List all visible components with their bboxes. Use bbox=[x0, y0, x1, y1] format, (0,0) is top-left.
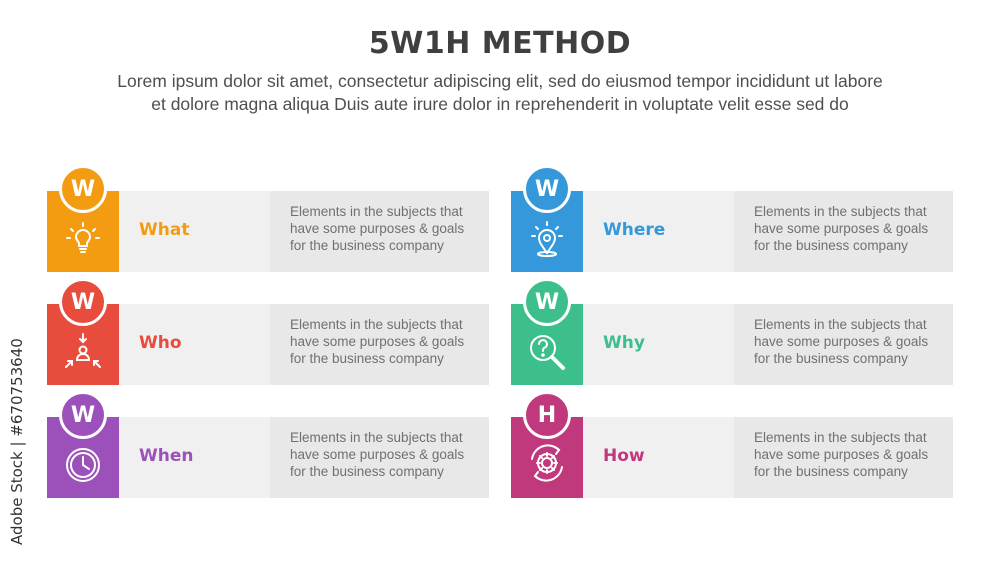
lightbulb-icon bbox=[61, 215, 105, 259]
stock-watermark: Adobe Stock | #670753640 bbox=[8, 338, 26, 545]
desc-line: Elements in the subjects that bbox=[290, 317, 463, 332]
desc-line: have some purposes & goals bbox=[754, 221, 929, 236]
subtitle-line-2: et dolore magna aliqua Duis aute irure dolor in reprehenderit in voluptate velit esse sed do bbox=[151, 94, 849, 114]
question-magnifier-icon bbox=[525, 328, 569, 372]
card-what bbox=[47, 176, 489, 272]
clock-icon bbox=[61, 441, 105, 485]
card-label: What bbox=[139, 220, 190, 240]
letter-badge: W bbox=[523, 165, 571, 213]
desc-line: have some purposes & goals bbox=[754, 334, 929, 349]
card-description bbox=[754, 316, 944, 367]
desc-line: have some purposes & goals bbox=[290, 334, 465, 349]
letter-badge: W bbox=[59, 165, 107, 213]
card-why bbox=[511, 289, 953, 385]
desc-line: Elements in the subjects that bbox=[754, 204, 927, 219]
desc-line: for the business company bbox=[290, 238, 444, 253]
card-description bbox=[290, 203, 480, 254]
desc-line: have some purposes & goals bbox=[754, 447, 929, 462]
card-label: Why bbox=[603, 333, 645, 353]
letter-badge: W bbox=[523, 278, 571, 326]
desc-line: for the business company bbox=[754, 238, 908, 253]
desc-line: for the business company bbox=[754, 351, 908, 366]
card-description bbox=[290, 429, 480, 480]
card-when bbox=[47, 402, 489, 498]
card-label: Where bbox=[603, 220, 666, 240]
desc-line: Elements in the subjects that bbox=[290, 204, 463, 219]
page-subtitle bbox=[40, 70, 960, 116]
card-label: When bbox=[139, 446, 194, 466]
card-label: How bbox=[603, 446, 645, 466]
card-who bbox=[47, 289, 489, 385]
desc-line: for the business company bbox=[290, 464, 444, 479]
letter-badge: H bbox=[523, 391, 571, 439]
subtitle-line-1: Lorem ipsum dolor sit amet, consectetur adipiscing elit, sed do eiusmod tempor incididunt ut labore bbox=[117, 71, 883, 91]
card-description bbox=[290, 316, 480, 367]
desc-line: Elements in the subjects that bbox=[754, 317, 927, 332]
desc-line: for the business company bbox=[754, 464, 908, 479]
card-description bbox=[754, 429, 944, 480]
desc-line: for the business company bbox=[290, 351, 444, 366]
desc-line: Elements in the subjects that bbox=[290, 430, 463, 445]
card-where bbox=[511, 176, 953, 272]
desc-line: have some purposes & goals bbox=[290, 221, 465, 236]
page-title: 5W1H METHOD bbox=[368, 26, 632, 61]
location-pin-icon bbox=[525, 215, 569, 259]
people-arrows-icon bbox=[61, 328, 105, 372]
letter-badge: W bbox=[59, 391, 107, 439]
card-how bbox=[511, 402, 953, 498]
desc-line: have some purposes & goals bbox=[290, 447, 465, 462]
gear-cycle-icon bbox=[525, 441, 569, 485]
desc-line: Elements in the subjects that bbox=[754, 430, 927, 445]
card-label: Who bbox=[139, 333, 182, 353]
letter-badge: W bbox=[59, 278, 107, 326]
card-description bbox=[754, 203, 944, 254]
